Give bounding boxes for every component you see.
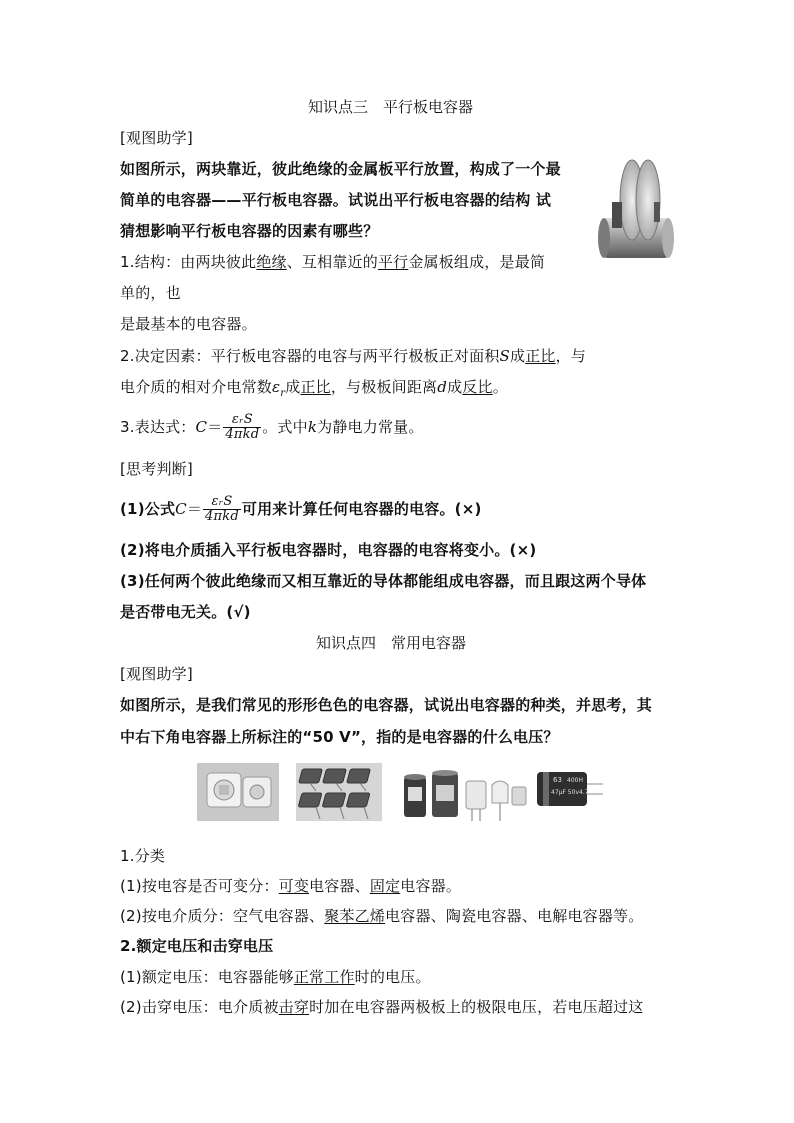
expression-suffix1: 。式中 (262, 418, 308, 436)
factors-distance-symbol: d (437, 378, 448, 396)
expression-lhs: C (195, 418, 208, 436)
section3-intro-line1: 如图所示，两块靠近，彼此绝缘的金属板平行放置，构成了一个最 (120, 160, 561, 178)
class2-prefix: (2)按电介质分：空气电容器、 (120, 907, 325, 925)
judge-item2: (2)将电介质插入平行板电容器时，电容器的电容将变小。(×) (120, 541, 537, 559)
class2-answer-polystyrene: 聚苯乙烯 (324, 907, 386, 925)
factors-tail: ，与 (555, 347, 587, 365)
structure-line3: 是最基本的电容器。 (120, 315, 257, 333)
judge1-prefix: (1)公式 (120, 500, 176, 518)
expression-line (120, 410, 424, 444)
cap-marking-1: 63 (553, 776, 562, 784)
factors-mid: 成 (510, 347, 526, 365)
voltage-heading: 2.额定电压和击穿电压 (120, 937, 274, 955)
judge1-equals: ＝ (186, 500, 203, 518)
expression-k-symbol: k (307, 418, 318, 436)
factors-line2-end: 。 (492, 378, 508, 396)
section3-guide-label: [观图助学] (120, 129, 193, 147)
voltage1-prefix: (1)额定电压：电容器能够 (120, 968, 294, 986)
class1-prefix: (1)按电容是否可变分： (120, 877, 279, 895)
cap-marking-2: 400H (567, 777, 583, 784)
cap-marking-3: 47μF 50v4.7 (551, 789, 589, 796)
voltage2-suffix: 时加在电容器两极板上的极限电压，若电压超过这 (309, 998, 644, 1016)
factors-answer-inverse: 反比 (462, 378, 493, 396)
class2-suffix: 电容器、陶瓷电容器、电解电容器等。 (385, 907, 644, 925)
variable-capacitor-image (197, 763, 279, 821)
section4-intro-line1: 如图所示，是我们常见的形形色色的电容器，试说出电容器的种类，并思考，其 (120, 696, 653, 714)
structure-line1 (120, 252, 545, 272)
judge-item1 (120, 492, 482, 526)
section4-guide-label: [观图助学] (120, 665, 193, 683)
classification-item2 (120, 906, 643, 926)
section3-title: 知识点三 平行板电容器 (308, 98, 474, 116)
voltage1-answer-normal: 正常工作 (293, 968, 355, 986)
structure-prefix: 1.结构：由两块彼此 (120, 253, 257, 271)
factors-line2-mid: 成 (285, 378, 301, 396)
voltage2-answer-breakdown: 击穿 (278, 998, 310, 1016)
expression-denominator: 4πkd (225, 427, 260, 442)
structure-answer-parallel: 平行 (377, 253, 409, 271)
judge1-C-symbol: C (175, 500, 187, 518)
expression-suffix2: 为静电力常量。 (317, 418, 424, 436)
expression-equals: ＝ (207, 418, 223, 436)
classification-item1 (120, 876, 461, 896)
film-capacitors-image (296, 763, 382, 821)
section4-intro-line2: 中右下角电容器上所标注的“50 V”，指的是电容器的什么电压？ (120, 728, 559, 746)
class1-suffix: 电容器。 (400, 877, 462, 895)
judge1-fraction (203, 495, 241, 524)
parallel-plate-capacitor-image (596, 158, 676, 268)
section3-judge-label: [思考判断] (120, 460, 193, 478)
factors-epsilon-symbol: ε (272, 378, 281, 396)
factors-line2-prefix: 电介质的相对介电常数 (120, 378, 273, 396)
factors-answer-direct2: 正比 (300, 378, 331, 396)
classification-heading: 1.分类 (120, 847, 166, 865)
structure-mid: 、互相靠近的 (286, 253, 378, 271)
structure-suffix: 金属板组成，是最简 (408, 253, 546, 271)
factors-prefix: 2.决定因素：平行板电容器的电容与两平行极板正对面积 (120, 347, 500, 365)
expression-numerator: εᵣS (223, 413, 261, 428)
voltage1-suffix: 时的电压。 (354, 968, 431, 986)
section4-title: 知识点四 常用电容器 (316, 634, 467, 652)
structure-answer-insulated: 绝缘 (256, 253, 287, 271)
factors-line2-mid3: 成 (447, 378, 463, 396)
labeled-50v-capacitor-image (537, 770, 603, 810)
voltage-item1 (120, 967, 431, 987)
voltage-item2 (120, 997, 643, 1017)
expression-fraction (223, 413, 261, 442)
judge-item3-line2: 是否带电无关。(√) (120, 603, 251, 621)
factors-area-symbol: S (499, 347, 510, 365)
voltage2-prefix: (2)击穿电压：电介质被 (120, 998, 279, 1016)
section3-intro-line2: 简单的电容器——平行板电容器。试说出平行板电容器的结构 试 (120, 191, 552, 209)
judge1-suffix: 可用来计算任何电容器的电容。(×) (241, 500, 482, 518)
class1-answer-variable: 可变 (278, 877, 310, 895)
factors-answer-direct1: 正比 (525, 347, 556, 365)
factors-epsilon-sub: r (280, 388, 286, 399)
section3-intro-line3: 猜想影响平行板电容器的因素有哪些？ (120, 222, 379, 240)
class1-answer-fixed: 固定 (369, 877, 401, 895)
expression-prefix: 3.表达式： (120, 418, 196, 436)
electrolytic-capacitors-image (400, 765, 530, 823)
factors-line2 (120, 377, 508, 404)
judge1-denominator: 4πkd (205, 509, 239, 524)
factors-line1 (120, 346, 586, 366)
judge1-numerator: εᵣS (203, 495, 241, 510)
class1-mid: 电容器、 (309, 877, 370, 895)
factors-line2-mid2: ，与极板间距离 (330, 378, 438, 396)
structure-line2: 单的，也 (120, 284, 181, 302)
judge-item3-line1: (3)任何两个彼此绝缘而又相互靠近的导体都能组成电容器，而且跟这两个导体 (120, 572, 647, 590)
